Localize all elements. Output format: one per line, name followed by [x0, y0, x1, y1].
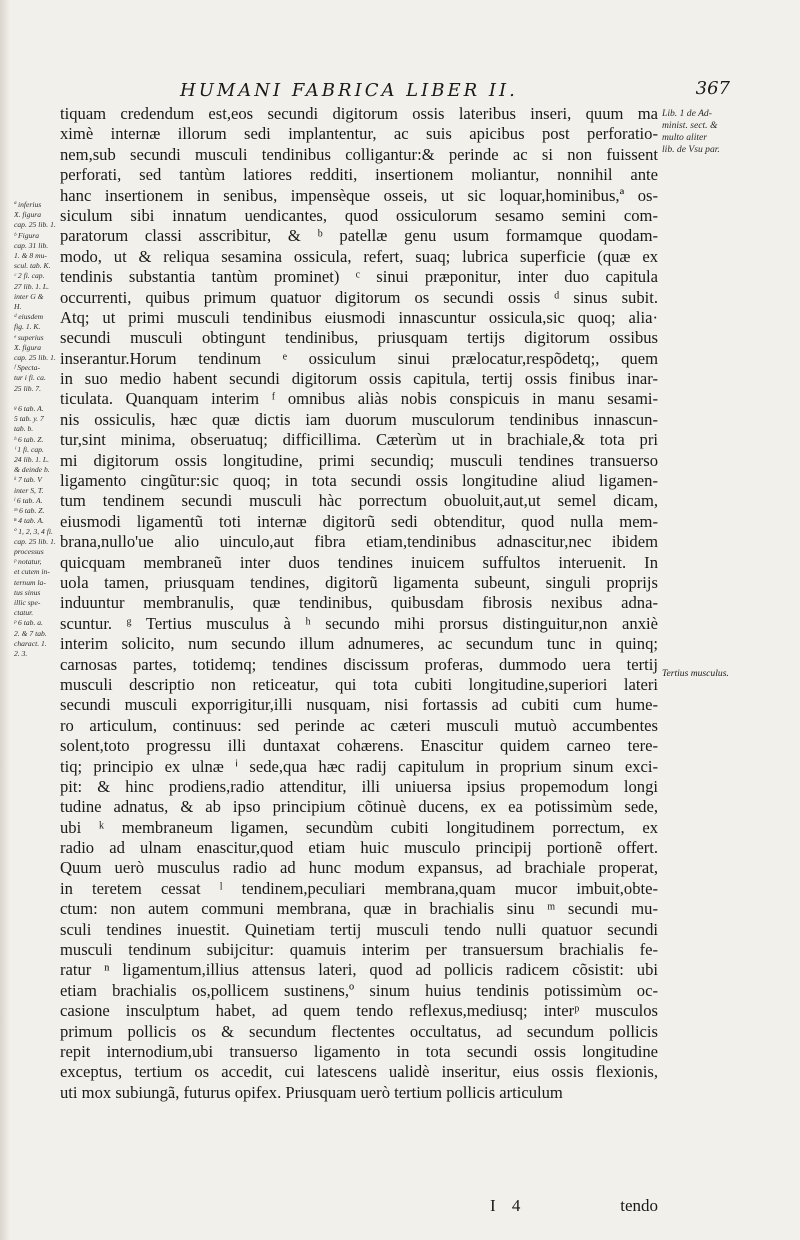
left-margin-note: ctatur.	[14, 608, 34, 618]
body-line: Atq; ut primi musculi tendinibus eiusmodi innascuntur ossicula,sic quoq; alia·	[60, 307, 658, 327]
running-head: HUMANI FABRICA LIBER II.	[180, 80, 518, 101]
body-line: nis ossiculis, hæc quæ dictis iam duorum musculorum tendinibus innascun-	[60, 409, 658, 429]
left-margin-note: ˡ 6 tab. A.	[14, 495, 43, 505]
right-margin-notes	[662, 108, 796, 156]
left-margin-note: 5 tab. y. 7	[14, 414, 44, 424]
body-line: etiam brachialis os,pollicem sustinens,º sinum huius tendinis potissimùm oc-	[60, 980, 658, 1000]
body-line: hanc insertionem in senibus, impensèque osseis, ut sic loquar,hominibus,ª os-	[60, 185, 658, 205]
left-margin-note: cap. 25 lib. 1.	[14, 353, 56, 363]
body-line: induuntur membranulis, quæ tendinibus, quibusdam fibrosis nexibus adna-	[60, 593, 658, 613]
body-line: radio ad ulnam enascitur,quod etiam huic musculo principij portionẽ offert.	[60, 838, 658, 858]
left-margin-note: fig. 1. K.	[14, 322, 41, 332]
body-line: brana,nullo'ue alio uinculo,aut fibra etiam,tendinibus adnascitur,nec ibidem	[60, 532, 658, 552]
left-margin-note: tus sinus	[14, 587, 41, 597]
body-line: occurrenti, quibus primum quatuor digitorum os secundi ossis ᵈ sinus subit.	[60, 287, 658, 307]
body-line: scuntur. ᵍ Tertius musculus à ʰ secundo mihi prorsus distinguitur,non anxiè	[60, 613, 658, 633]
left-margin-note: ᶠ Specta-	[14, 363, 40, 373]
body-line: interim solicito, num secundo illum adnumeres, ac secundum tunc in quinq;	[60, 634, 658, 654]
right-margin-note: lib. de Vsu par.	[662, 144, 720, 155]
body-line: sculi tendines inuestit. Quinetiam tertij musculi tendo nulli quatuor secundi	[60, 919, 658, 939]
right-margin-note: minist. sect. &	[662, 120, 718, 131]
signature-mark: I 4	[490, 1196, 527, 1215]
body-line: uola tamen, priusquam tendines, digitorũ ligamenta subeunt, singuli proprijs	[60, 572, 658, 592]
left-margin-note: ᵖ notatur,	[14, 557, 42, 567]
left-margin-note: ᵏ 7 tab. V	[14, 475, 42, 485]
body-line: tudine adnatus, & ab ipso principium cõtinuè ducens, ex ea potissimùm sede,	[60, 797, 658, 817]
body-line: uti mox subiungã, futurus opifex. Priusquam uerò tertium pollicis articulum	[60, 1082, 563, 1102]
left-margin-note: ⁿ 4 tab. A.	[14, 516, 44, 526]
body-line: perforati, sed tantùm latiores redditi, insertionem moliantur, nonnihil ante	[60, 165, 658, 185]
body-line: pit: & hinc prodiens,radio attenditur, illi uniuersa ipsius propemodum longi	[60, 776, 658, 796]
left-margin-note: º 1, 2, 3, 4 fi.	[14, 526, 53, 536]
left-margin-note: ʰ 6 tab. Z.	[14, 434, 44, 444]
body-line: in suo medio habent secundi digitorum ossis capitula, tertij ossis finibus inar-	[60, 369, 658, 389]
left-margin-note: ᵈ eiusdem	[14, 312, 44, 322]
left-margin-note: 27 lib. 1. L.	[14, 281, 50, 291]
body-text	[60, 104, 658, 1103]
left-margin-note: tur i fi. ca.	[14, 373, 46, 383]
body-line: Quum uerò musculus radio ad hunc modum expansus, ad brachiale properat,	[60, 858, 658, 878]
left-margin-note: ᵉ superius	[14, 332, 44, 342]
left-margin-note: cap. 25 lib. 1.	[14, 220, 56, 230]
body-line: tendinis substantia tantùm prominet) ᶜ sinui præponitur, inter duo capitula	[60, 267, 658, 287]
body-line: carnosas partes, totidemq; tendines discissum proferas, dummodo uera tertij	[60, 654, 658, 674]
left-margin-note: 1. & 8 mu-	[14, 251, 47, 261]
left-margin-notes	[14, 200, 60, 659]
body-line: ratur ⁿ ligamentum,illius attensus lateri, quod ad pollicis radicem cõsistit: ubi	[60, 960, 658, 980]
left-margin-note: et cutem in-	[14, 567, 50, 577]
body-line: inserantur.Horum tendinum ᵉ ossiculum sinui prælocatur,respõdetq;, quem	[60, 348, 658, 368]
left-margin-note: ᶜ 2 fi. cap.	[14, 271, 45, 281]
left-margin-note: ᵍ 6 tab. A.	[14, 404, 44, 414]
body-line: mi digitorum ossis longitudine, primi secundiq; musculi tendines transuerso	[60, 450, 658, 470]
body-line: siculum sibi innatum uendicantes, quod ossiculorum sesamo semini com-	[60, 205, 658, 225]
left-margin-note: X. figura	[14, 342, 42, 352]
page-footer	[60, 1196, 658, 1220]
left-margin-note: charact. 1.	[14, 638, 47, 648]
left-margin-note: 25 lib. 7.	[14, 383, 42, 393]
right-margin-note: Lib. 1 de Ad-	[662, 108, 712, 119]
body-line: quicquam membraneũ inter duos tendines inuicem suffultos interuenit. In	[60, 552, 658, 572]
body-line: primum pollicis os & secundum flectentes occultatus, ad secundum pollicis	[60, 1021, 658, 1041]
body-line: casione insculptum habet, ad quem tendo reflexus,mediusq; interᵖ musculos	[60, 1001, 658, 1021]
body-line: exceptus, tertium os accedit, cui latescens ualidè inseritur, eius ossis flexionis,	[60, 1062, 658, 1082]
body-line: modo, ut & reliqua sesamina ossicula, refert, suaq; lubrica superficie (quæ ex	[60, 246, 658, 266]
body-line: musculi tendinum subijcitur: quamuis interim per transuersum brachialis fe-	[60, 940, 658, 960]
right-margin-note: multo aliter	[662, 132, 708, 143]
body-line: tiq; principio ex ulnæ ⁱ sede,qua hæc radij capitulum in proprium sinum exci-	[60, 756, 658, 776]
body-line: tur,sint minima, obseruatuq; difficillima. Cæterùm ut in brachiale,& tota pri	[60, 430, 658, 450]
left-margin-note: tab. b.	[14, 424, 34, 434]
right-margin-note: Tertius muscu	[662, 668, 716, 679]
body-line: ximè internæ illorum sedi implantentur, ac suis apicibus post perforatio-	[60, 124, 658, 144]
left-margin-note: cap. 25 lib. 1.	[14, 536, 56, 546]
right-margin-notes-lower	[662, 668, 792, 680]
body-line: eiusmodi ligamentũ toti internæ digitorũ sedi obtenditur, quod nulla mem-	[60, 511, 658, 531]
left-margin-note: ᵇ Figura	[14, 230, 40, 240]
left-margin-note: scul. tab. K.	[14, 261, 51, 271]
body-line: secundi musculi obtingunt tendinibus, priusquam tertijs digitorum ossibus	[60, 328, 658, 348]
page-number: 367	[695, 78, 730, 99]
body-line: in teretem cessat ˡ tendinem,peculiari membrana,quam mucor imbuit,obte-	[60, 878, 658, 898]
left-margin-note: ª inferius	[14, 200, 42, 209]
left-margin-note: & deinde b.	[14, 465, 50, 475]
left-margin-note: inter G &	[14, 291, 44, 301]
left-margin-note: 2. 3.	[14, 648, 28, 658]
left-margin-note: ᵐ 6 tab. Z.	[14, 506, 45, 516]
left-margin-note: ⁱ 1 fi. cap.	[14, 444, 44, 454]
left-margin-note: processus	[14, 546, 44, 556]
left-margin-note: 2. & 7 tab.	[14, 628, 47, 638]
right-margin-note: lus.	[715, 668, 729, 679]
body-line: ubi ᵏ membraneum ligamen, secundùm cubiti longitudinem porrectum, ex	[60, 817, 658, 837]
left-margin-note: inter S, T.	[14, 485, 44, 495]
page-edge-shadow	[0, 0, 10, 1240]
body-line: ligamento cingũtur:sic quoq; in tota secundi ossis longitudine aliud ligamen-	[60, 471, 658, 491]
body-line: nem,sub secundi musculi tendinibus colligantur:& perinde ac si non fuissent	[60, 144, 658, 164]
body-line: tiquam credendum est,eos secundi digitorum ossis lateribus inseri, quum ma	[60, 104, 658, 123]
body-line: solent,toto progressu illi duntaxat cohærens. Enascitur quidem carneo tere-	[60, 736, 658, 756]
left-margin-note	[14, 394, 60, 404]
catchword: tendo	[620, 1196, 658, 1215]
body-line: secundi musculi exporrigitur,illi nusquam, nisi fortassis ad cubiti cum hume-	[60, 695, 658, 715]
body-line: tum tendinem secundi musculi hàc porrectum obuoluit,aut,ut semel dicam,	[60, 491, 658, 511]
body-line: musculi descriptio non reticeatur, qui tota cubiti longitudine,superiori lateri	[60, 674, 658, 694]
body-line: paratorum classi asscribitur, & ᵇ patellæ genu usum formamque quodam-	[60, 226, 658, 246]
body-line: ticulata. Quanquam interim ᶠ omnibus aliàs nobis conspicuis in manu sesami-	[60, 389, 658, 409]
left-margin-note: ternum la-	[14, 577, 46, 587]
left-margin-note: cap. 31 lib.	[14, 240, 49, 250]
left-margin-note: H.	[14, 302, 22, 312]
body-line: ro articulum, continuus: sed perinde ac cæteri musculi mutuò accumbentes	[60, 715, 658, 735]
body-line: repit internodium,ubi transuerso ligamento in tota secundi ossis longitudine	[60, 1041, 658, 1061]
left-margin-note: 24 lib. 1. L.	[14, 455, 50, 465]
left-margin-note: ᵖ 6 tab. a.	[14, 618, 43, 628]
left-margin-note: X. figura	[14, 210, 42, 220]
body-line: ctum: non autem communi membrana, quæ in brachialis sinu ᵐ secundi mu-	[60, 899, 658, 919]
left-margin-note: illic spe-	[14, 597, 41, 607]
